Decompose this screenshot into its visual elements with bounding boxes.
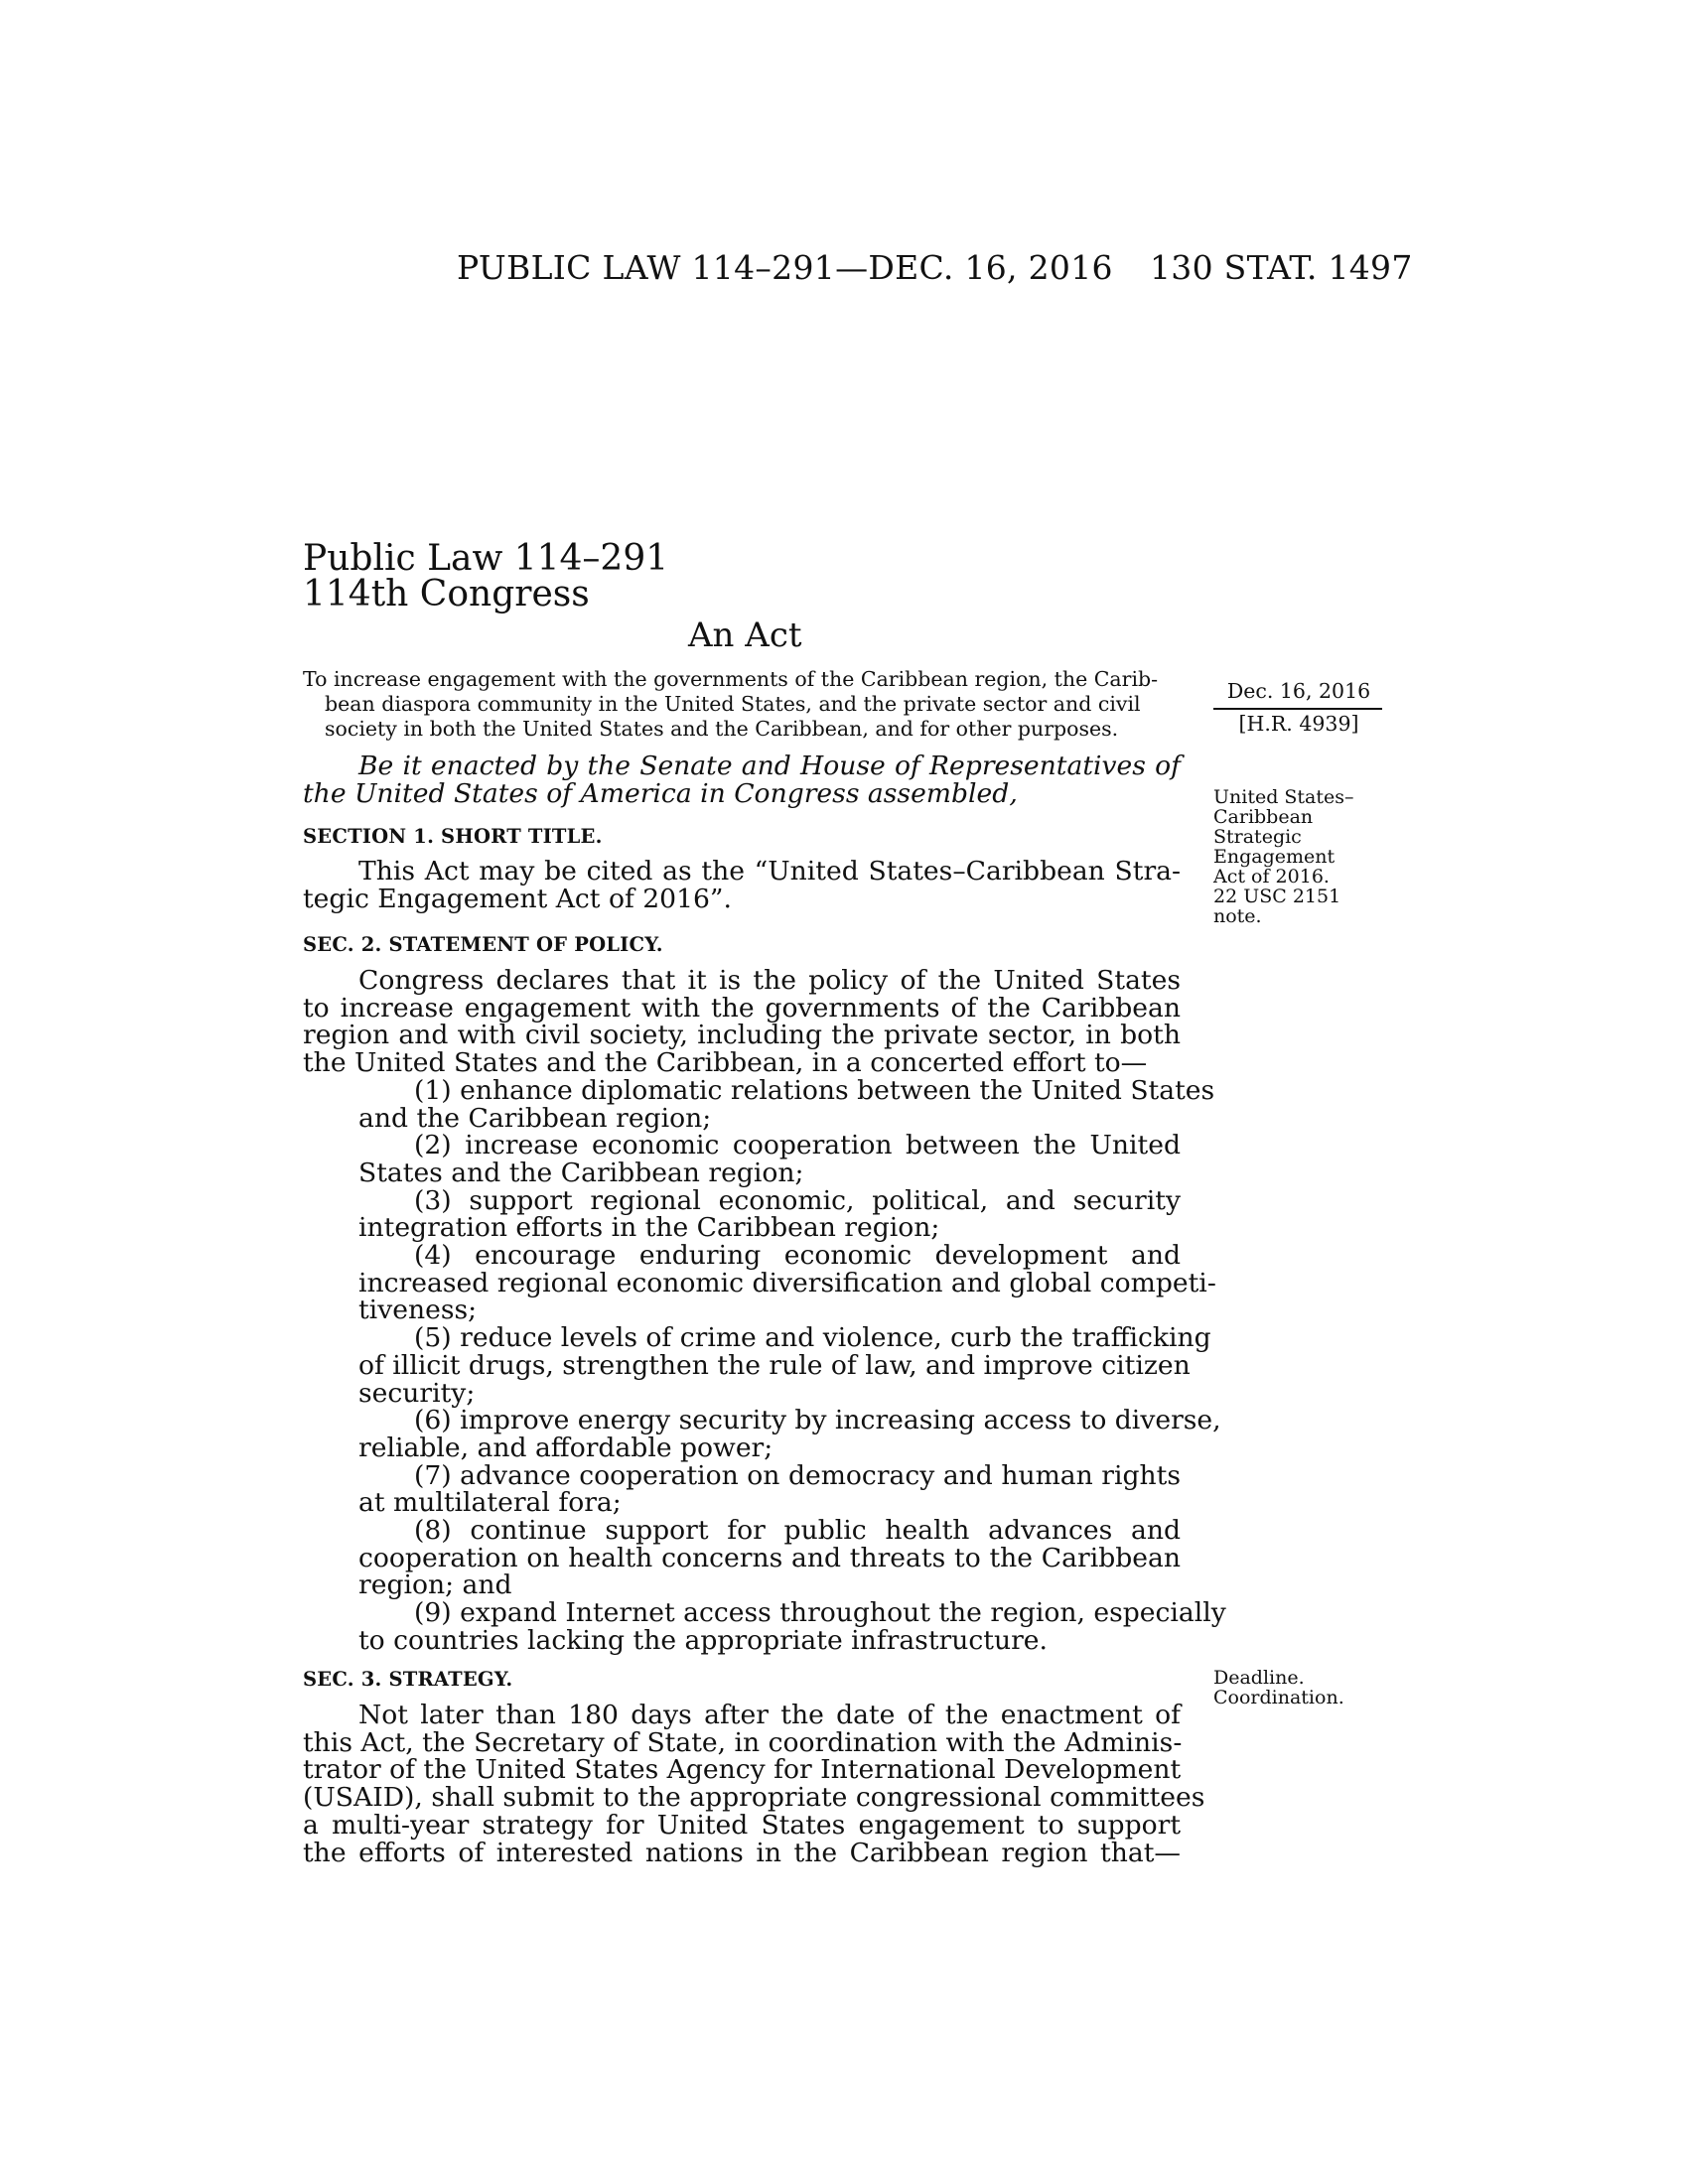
policy-item-line: States and the Caribbean region; [358,1157,804,1188]
policy-item-line: security; [358,1377,476,1409]
section-2-line: Congress declares that it is the policy of the United States [358,965,1181,996]
act-heading: An Act [688,615,802,655]
section-3-heading: SEC. 3. STRATEGY. [303,1668,513,1691]
margin-note-line: Act of 2016. [1213,866,1330,887]
policy-item-9 [303,1597,1226,1656]
policy-item-line: increased regional economic diversification and global competi- [358,1267,1216,1298]
policy-item-line: integration efforts in the Caribbean region; [358,1212,940,1244]
policy-item-line: (1) enhance diplomatic relations between the United States [414,1074,1215,1106]
policy-item-4 [303,1240,1216,1326]
policy-item-8 [303,1517,1181,1599]
policy-item-line: (3) support regional economic, political, and security [414,1184,1181,1216]
section-1-line: This Act may be cited as the “United States–Caribbean Stra- [358,856,1181,887]
policy-item-line: cooperation on health concerns and threats to the Caribbean [358,1542,1181,1573]
policy-item-line: region; and [358,1570,512,1601]
margin-note-line: Coordination. [1213,1687,1344,1708]
section-2-line: to increase engagement with the governments of the Caribbean [303,992,1181,1024]
approval-date: Dec. 16, 2016 [1226,679,1371,703]
policy-item-1 [303,1074,1215,1134]
section-1-line: tegic Engagement Act of 2016”. [303,883,732,914]
purpose-line: society in both the United States and the Caribbean, and for other purposes. [325,717,1119,741]
section-2-heading: SEC. 2. STATEMENT OF POLICY. [303,933,663,956]
running-head-left: PUBLIC LAW 114–291—DEC. 16, 2016 [457,248,1113,287]
enacting-clause [303,752,1181,807]
section-2-body [303,965,1226,1656]
policy-item-line: and the Caribbean region; [358,1102,712,1134]
bill-number: [H.R. 4939] [1238,712,1359,736]
section-3-line: the efforts of interested nations in the Caribbean region that— [303,1837,1181,1868]
section-3-line: trator of the United States Agency for International Development [303,1754,1182,1786]
section-1-heading: SECTION 1. SHORT TITLE. [303,825,603,848]
section-3-line: (USAID), shall submit to the appropriate congressional committees [303,1782,1205,1814]
margin-note-line: Deadline. [1213,1667,1305,1689]
margin-note-strategy [1213,1668,1344,1707]
policy-item-line: (8) continue support for public health advances and [414,1515,1181,1547]
margin-note-line: United States– [1213,786,1354,808]
policy-item-line: (9) expand Internet access throughout the region, especially [414,1597,1226,1629]
margin-note-line: 22 USC 2151 [1213,886,1341,907]
policy-item-5 [303,1322,1211,1409]
policy-item-line: tiveness; [358,1295,478,1326]
section-1-text [303,858,1181,912]
enacting-line: Be it enacted by the Senate and House of Representatives of [358,751,1181,781]
policy-item-line: at multilateral fora; [358,1487,622,1519]
section-3-text [303,1700,1205,1868]
policy-item-line: (4) encourage enduring economic development and [414,1240,1181,1272]
enacting-line: the United States of America in Congress assembled, [303,777,1018,809]
policy-item-line: of illicit drugs, strengthen the rule of law, and improve citizen [358,1349,1191,1381]
policy-item-line: (7) advance cooperation on democracy and human rights [414,1459,1181,1491]
policy-item-6 [303,1405,1221,1463]
law-number: Public Law 114–291 [303,538,669,579]
margin-note-line: note. [1213,905,1262,927]
section-3-line: this Act, the Secretary of State, in coordination with the Adminis- [303,1726,1183,1758]
congress-number: 114th Congress [303,574,590,614]
policy-item-line: (6) improve energy security by increasing access to diverse, [414,1405,1221,1436]
margin-note-short-title [1213,787,1354,926]
policy-item-line: (2) increase economic cooperation between the United [414,1130,1181,1161]
running-head-right: 130 STAT. 1497 [1150,248,1413,287]
purpose-clause [303,667,1181,742]
margin-note-line: Strategic [1213,826,1302,848]
section-3-line: a multi-year strategy for United States engagement to support [303,1809,1181,1841]
approval-divider [1213,708,1382,710]
section-2-line: region and with civil society, including the private sector, in both [303,1020,1181,1051]
section-2-line: the United States and the Caribbean, in a concerted effort to— [303,1047,1148,1079]
margin-note-line: Caribbean [1213,806,1314,828]
policy-item-3 [303,1184,1181,1244]
policy-item-2 [303,1132,1181,1186]
policy-item-line: (5) reduce levels of crime and violence, curb the trafficking [414,1322,1211,1354]
section-3-line: Not later than 180 days after the date of the enactment of [358,1700,1181,1730]
purpose-line: To increase engagement with the governments of the Caribbean region, the Carib- [303,667,1159,691]
margin-note-line: Engagement [1213,846,1336,868]
policy-item-line: to countries lacking the appropriate infrastructure. [358,1624,1048,1656]
policy-item-line: reliable, and affordable power; [358,1432,774,1463]
policy-item-7 [303,1459,1181,1519]
section-2-intro [303,967,1181,1077]
purpose-line: bean diaspora community in the United States, and the private sector and civil [325,692,1141,716]
